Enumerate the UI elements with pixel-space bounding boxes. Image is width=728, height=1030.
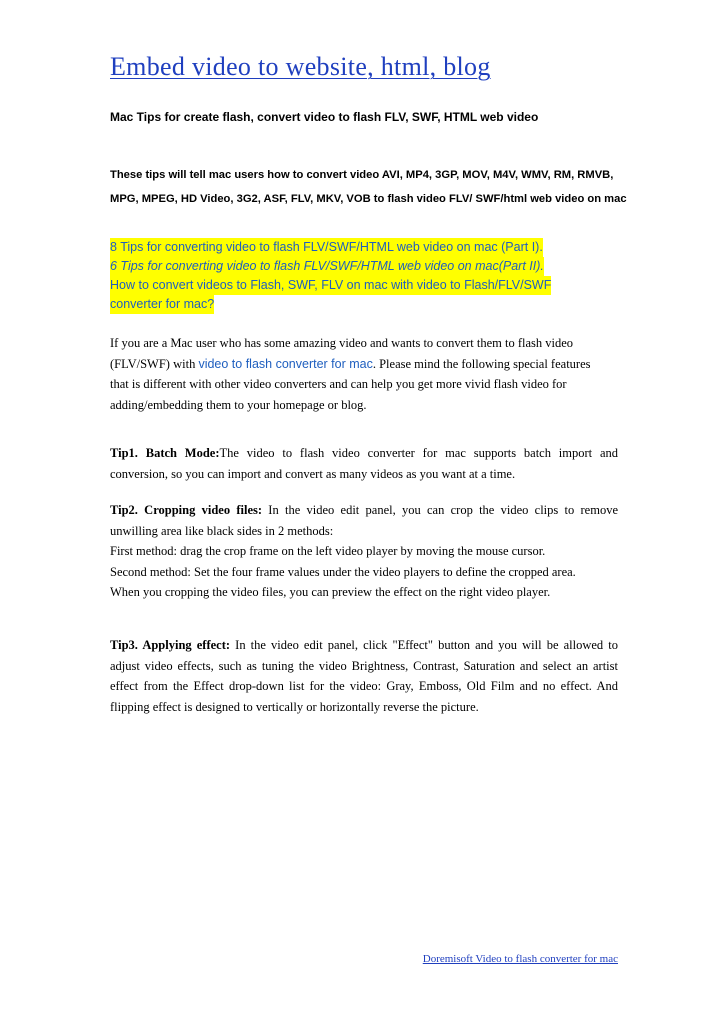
tip1-text: The video to flash video converter for mac supports batch import and (219, 446, 618, 460)
tip3-heading: Tip3. Applying effect: (110, 638, 231, 652)
tip2-line: First method: drag the crop frame on the left video player by moving the mouse cursor. (110, 544, 546, 558)
tip2-paragraph (110, 500, 618, 603)
tip3-line (110, 635, 618, 656)
tip1-line: conversion, so you can import and convert as many videos as you want at a time. (110, 466, 516, 481)
body-line: If you are a Mac user who has some amazing video and wants to convert them to flash video (110, 336, 574, 350)
link-convert-how-to-cont[interactable]: converter for mac? (110, 295, 214, 314)
body-line (110, 354, 618, 375)
body-text: (FLV/SWF) with (110, 356, 199, 371)
intro-line: MPG, MPEG, HD Video, 3G2, ASF, FLV, MKV, VOB to flash video FLV/ SWF/html web video on mac (110, 193, 627, 205)
tip3-line: effect from the Effect drop-down list for the video: Gray, Emboss, Old Film and no effect. And (110, 679, 618, 693)
tip2-text: In the video edit panel, you can crop the video clips to remove (262, 503, 618, 517)
tip2-heading: Tip2. Cropping video files: (110, 503, 263, 517)
body-paragraph (110, 333, 618, 415)
tip3-paragraph (110, 635, 618, 717)
page-subtitle: Mac Tips for create flash, convert video to flash FLV, SWF, HTML web video (110, 110, 539, 124)
tips-link-list (110, 238, 551, 314)
tip3-line: adjust video effects, such as tuning the video Brightness, Contrast, Saturation and select an artist (110, 658, 618, 673)
tip1-paragraph (110, 443, 618, 484)
intro-line: These tips will tell mac users how to convert video AVI, MP4, 3GP, MOV, M4V, WMV, RM, RMVB, (110, 169, 614, 181)
link-part-1[interactable]: 8 Tips for converting video to flash FLV/SWF/HTML web video on mac (Part I). (110, 238, 543, 257)
tip3-text: In the video edit panel, click "Effect" button and you will be allowed to (230, 638, 618, 652)
intro-text (110, 163, 630, 211)
page-title[interactable]: Embed video to website, html, blog (110, 52, 491, 81)
tip1-heading: Tip1. Batch Mode: (110, 446, 220, 460)
tip2-line: Second method: Set the four frame values under the video players to define the cropped area. (110, 564, 576, 579)
converter-inline-link[interactable]: video to flash converter for mac (198, 356, 373, 371)
body-line: that is different with other video converters and can help you get more vivid flash video for (110, 377, 567, 391)
footer-link[interactable]: Doremisoft Video to flash converter for mac (422, 953, 618, 965)
link-convert-how-to[interactable]: How to convert videos to Flash, SWF, FLV on mac with video to Flash/FLV/SWF (110, 276, 551, 295)
tip2-line: When you cropping the video files, you can preview the effect on the right video player. (110, 585, 551, 599)
link-part-2[interactable]: 6 Tips for converting video to flash FLV/SWF/HTML web video on mac(Part II). (110, 257, 544, 276)
body-text: . Please mind the following special features (372, 356, 591, 371)
body-line: adding/embedding them to your homepage or blog. (110, 397, 367, 412)
tip1-line (110, 443, 618, 464)
tip2-line (110, 500, 618, 521)
tip3-line: flipping effect is designed to vertically or horizontally reverse the picture. (110, 699, 479, 714)
tip2-line: unwilling area like black sides in 2 methods: (110, 523, 334, 538)
